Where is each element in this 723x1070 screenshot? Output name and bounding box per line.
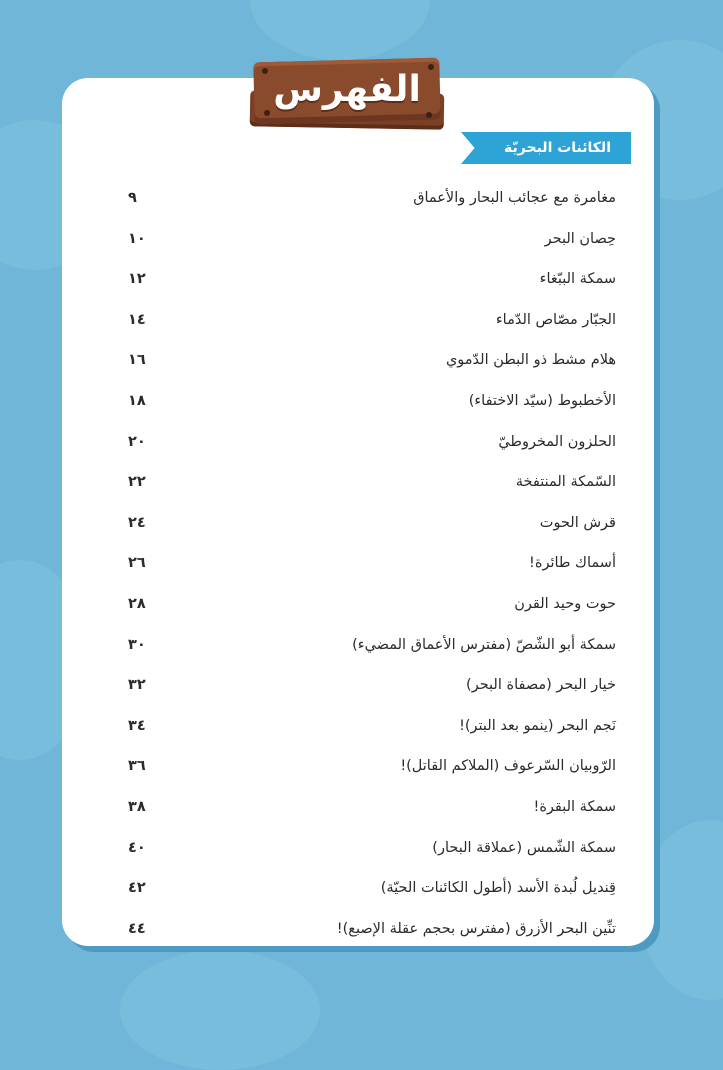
toc-entry-label: نَجم البحر (ينمو بعد البتر)! bbox=[459, 717, 616, 734]
toc-entry[interactable] bbox=[120, 468, 616, 496]
toc-entry-label: الأخطبوط (سيّد الاختفاء) bbox=[468, 393, 616, 409]
toc-entry-page: ١٤ bbox=[128, 311, 146, 328]
toc-entry[interactable] bbox=[120, 671, 616, 699]
toc-entry[interactable] bbox=[120, 265, 616, 293]
toc-entry[interactable] bbox=[120, 915, 616, 943]
toc-entry-page: ٢٠ bbox=[128, 433, 146, 450]
toc-entry-page: ١٠ bbox=[128, 230, 146, 247]
toc-entry[interactable] bbox=[120, 428, 616, 456]
toc-entry-label: مغامرة مع عجائب البحار والأعماق bbox=[413, 190, 616, 206]
toc-entry-label: قِنديل لُبدة الأسد (أطول الكائنات الحيّة) bbox=[380, 880, 616, 897]
toc-entry[interactable] bbox=[120, 874, 616, 902]
toc-entry-label: الرّوبيان السّرعوف (الملاكم القاتل)! bbox=[400, 758, 616, 775]
toc-entry-page: ١٨ bbox=[128, 393, 146, 409]
toc-entry-label: حِصان البحر bbox=[544, 230, 616, 247]
toc-entry-label: الحلزون المخروطيّ bbox=[498, 433, 616, 450]
toc-entry-page: ٤٠ bbox=[128, 839, 146, 856]
toc-entry[interactable] bbox=[120, 509, 616, 537]
toc-entry-page: ١٦ bbox=[128, 352, 146, 369]
toc-entry-label: حوت وحيد القرن bbox=[514, 596, 616, 612]
page-title: الفهرس bbox=[273, 69, 421, 110]
toc-entry[interactable] bbox=[120, 346, 616, 374]
toc-entry-page: ٢٦ bbox=[128, 555, 146, 572]
section-banner bbox=[451, 132, 631, 164]
toc-entry-page: ٢٨ bbox=[128, 596, 146, 612]
toc-entry-label: سمكة أبو الشّصّ (مفترس الأعماق المضيء) bbox=[352, 636, 616, 653]
toc-entry-label: قرش الحوت bbox=[539, 514, 616, 531]
toc-entry-page: ٩ bbox=[128, 190, 137, 206]
toc-entry[interactable] bbox=[120, 590, 616, 618]
toc-entry-page: ١٢ bbox=[128, 271, 146, 288]
toc-entry-label: سمكة الشّمس (عملاقة البحار) bbox=[432, 839, 616, 856]
toc-entry-label: الجبّار مصّاص الدّماء bbox=[495, 311, 616, 328]
title-sign bbox=[250, 52, 444, 130]
toc-entry-page: ٣٦ bbox=[128, 758, 146, 775]
toc-entry-label: خيار البحر (مصفاة البحر) bbox=[466, 677, 616, 694]
toc-entry[interactable] bbox=[120, 549, 616, 577]
toc-entry-page: ٢٢ bbox=[128, 474, 146, 491]
toc-entry-label: السّمكة المنتفخة bbox=[515, 474, 616, 491]
toc-entry-label: تنِّين البحر الأزرق (مفترس بحجم عقلة الإصبع)! bbox=[336, 920, 616, 937]
toc-entry-page: ٣٤ bbox=[128, 717, 146, 734]
toc-entry-page: ٤٢ bbox=[128, 880, 146, 897]
toc-entry-label: أسماك طائرة! bbox=[529, 555, 616, 572]
toc-entry[interactable] bbox=[120, 184, 616, 212]
toc-entry-page: ٣٠ bbox=[128, 636, 146, 653]
toc-entry-page: ٣٨ bbox=[128, 799, 146, 815]
toc-entry-label: سمكة الببّغاء bbox=[539, 271, 616, 288]
toc-entry[interactable] bbox=[120, 834, 616, 862]
toc-entry[interactable] bbox=[120, 631, 616, 659]
toc-entry[interactable] bbox=[120, 306, 616, 334]
background-splash bbox=[250, 0, 430, 60]
toc-entry[interactable] bbox=[120, 793, 616, 821]
toc-entry-label: هلام مشط ذو البطن الدّموي bbox=[445, 352, 616, 369]
toc-entry[interactable] bbox=[120, 752, 616, 780]
toc-entry[interactable] bbox=[120, 712, 616, 740]
background-splash bbox=[120, 950, 320, 1070]
toc-entry-page: ٤٤ bbox=[128, 920, 146, 937]
section-title: الكائنات البحريّة bbox=[504, 140, 611, 156]
toc-entry-page: ٢٤ bbox=[128, 514, 146, 531]
toc-entry[interactable] bbox=[120, 225, 616, 253]
toc-entry[interactable] bbox=[120, 387, 616, 415]
toc-entry-label: سمكة البقرة! bbox=[533, 799, 616, 815]
toc-entry-page: ٣٢ bbox=[128, 677, 146, 694]
